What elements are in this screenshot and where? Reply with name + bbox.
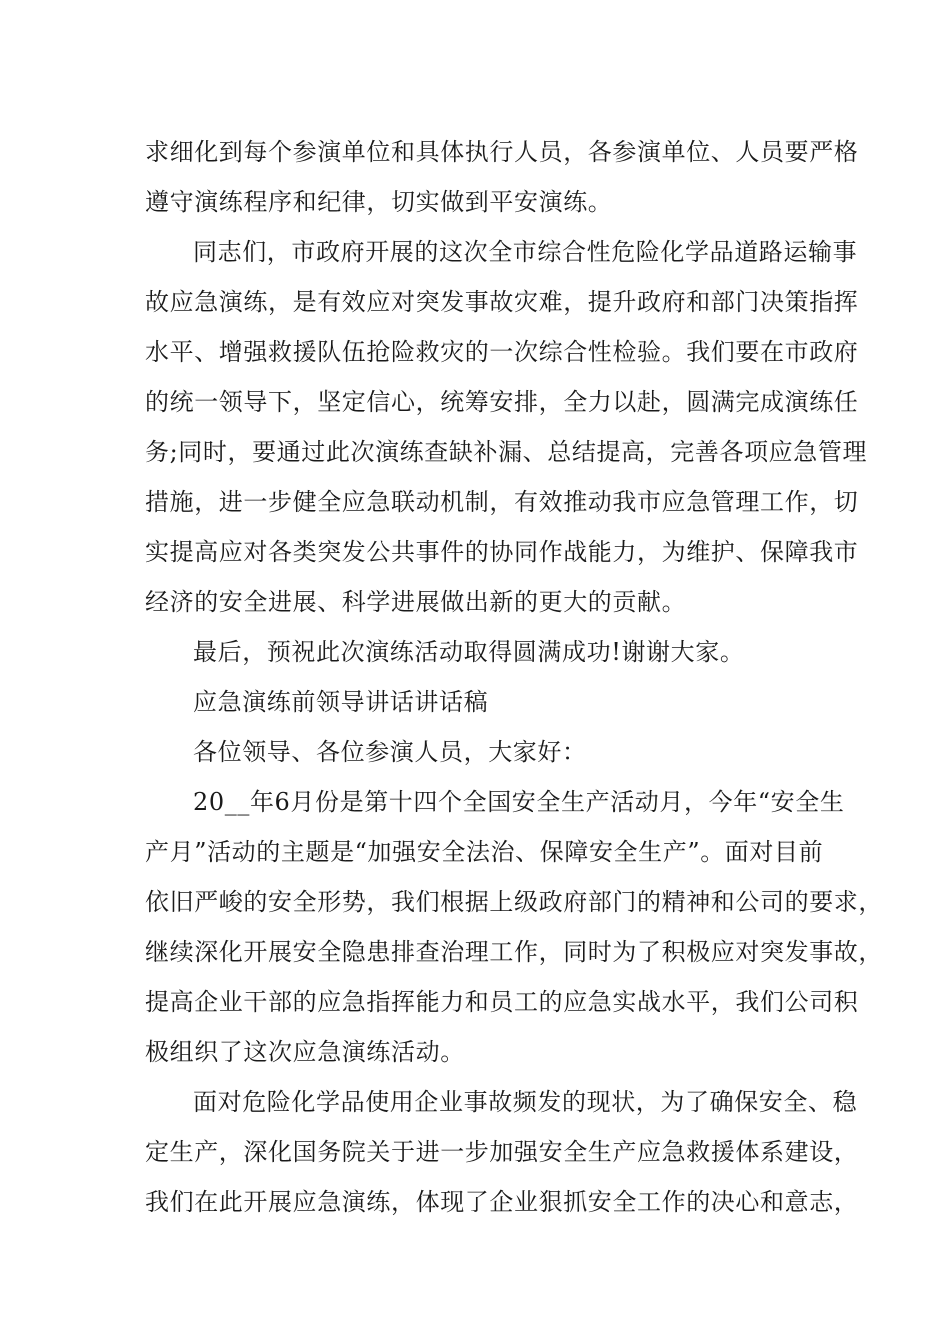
paragraph-first-line: 20__年6月份是第十四个全国安全生产活动月，今年“安全生 [193,788,845,816]
text-line: 的统一领导下，坚定信心，统筹安排，全力以赴，圆满完成演练任 [145,388,859,416]
text-line: 依旧严峻的安全形势，我们根据上级政府部门的精神和公司的要求， [145,888,883,916]
salutation: 各位领导、各位参演人员，大家好： [193,738,587,766]
text-line: 措施，进一步健全应急联动机制，有效推动我市应急管理工作，切 [145,488,859,516]
text-line: 提高企业干部的应急指挥能力和员工的应急实战水平，我们公司积 [145,988,859,1016]
text-line: 产月”活动的主题是“加强安全法治、保障安全生产”。面对目前 [145,838,824,866]
text-line: 极组织了这次应急演练活动。 [145,1038,465,1066]
text-line: 实提高应对各类突发公共事件的协同作战能力，为维护、保障我市 [145,538,859,566]
paragraph-first-line: 同志们，市政府开展的这次全市综合性危险化学品道路运输事 [193,238,858,266]
text-line: 我们在此开展应急演练，体现了企业狠抓安全工作的决心和意志， [145,1188,859,1216]
section-heading: 应急演练前领导讲话讲话稿 [193,688,489,716]
text-line: 务;同时，要通过此次演练查缺补漏、总结提高，完善各项应急管理 [145,438,868,466]
text-line: 故应急演练，是有效应对突发事故灾难，提升政府和部门决策指挥 [145,288,859,316]
text-line: 求细化到每个参演单位和具体执行人员，各参演单位、人员要严格 [145,138,859,166]
text-line: 定生产，深化国务院关于进一步加强安全生产应急救援体系建设， [145,1138,859,1166]
text-line: 水平、增强救援队伍抢险救灾的一次综合性检验。我们要在市政府 [145,338,859,366]
paragraph-first-line: 最后，预祝此次演练活动取得圆满成功!谢谢大家。 [193,638,745,666]
text-line: 经济的安全进展、科学进展做出新的更大的贡献。 [145,588,687,616]
paragraph-first-line: 面对危险化学品使用企业事故频发的现状，为了确保安全、稳 [193,1088,858,1116]
text-line: 继续深化开展安全隐患排查治理工作，同时为了积极应对突发事故， [145,938,883,966]
text-line: 遵守演练程序和纪律，切实做到平安演练。 [145,188,613,216]
